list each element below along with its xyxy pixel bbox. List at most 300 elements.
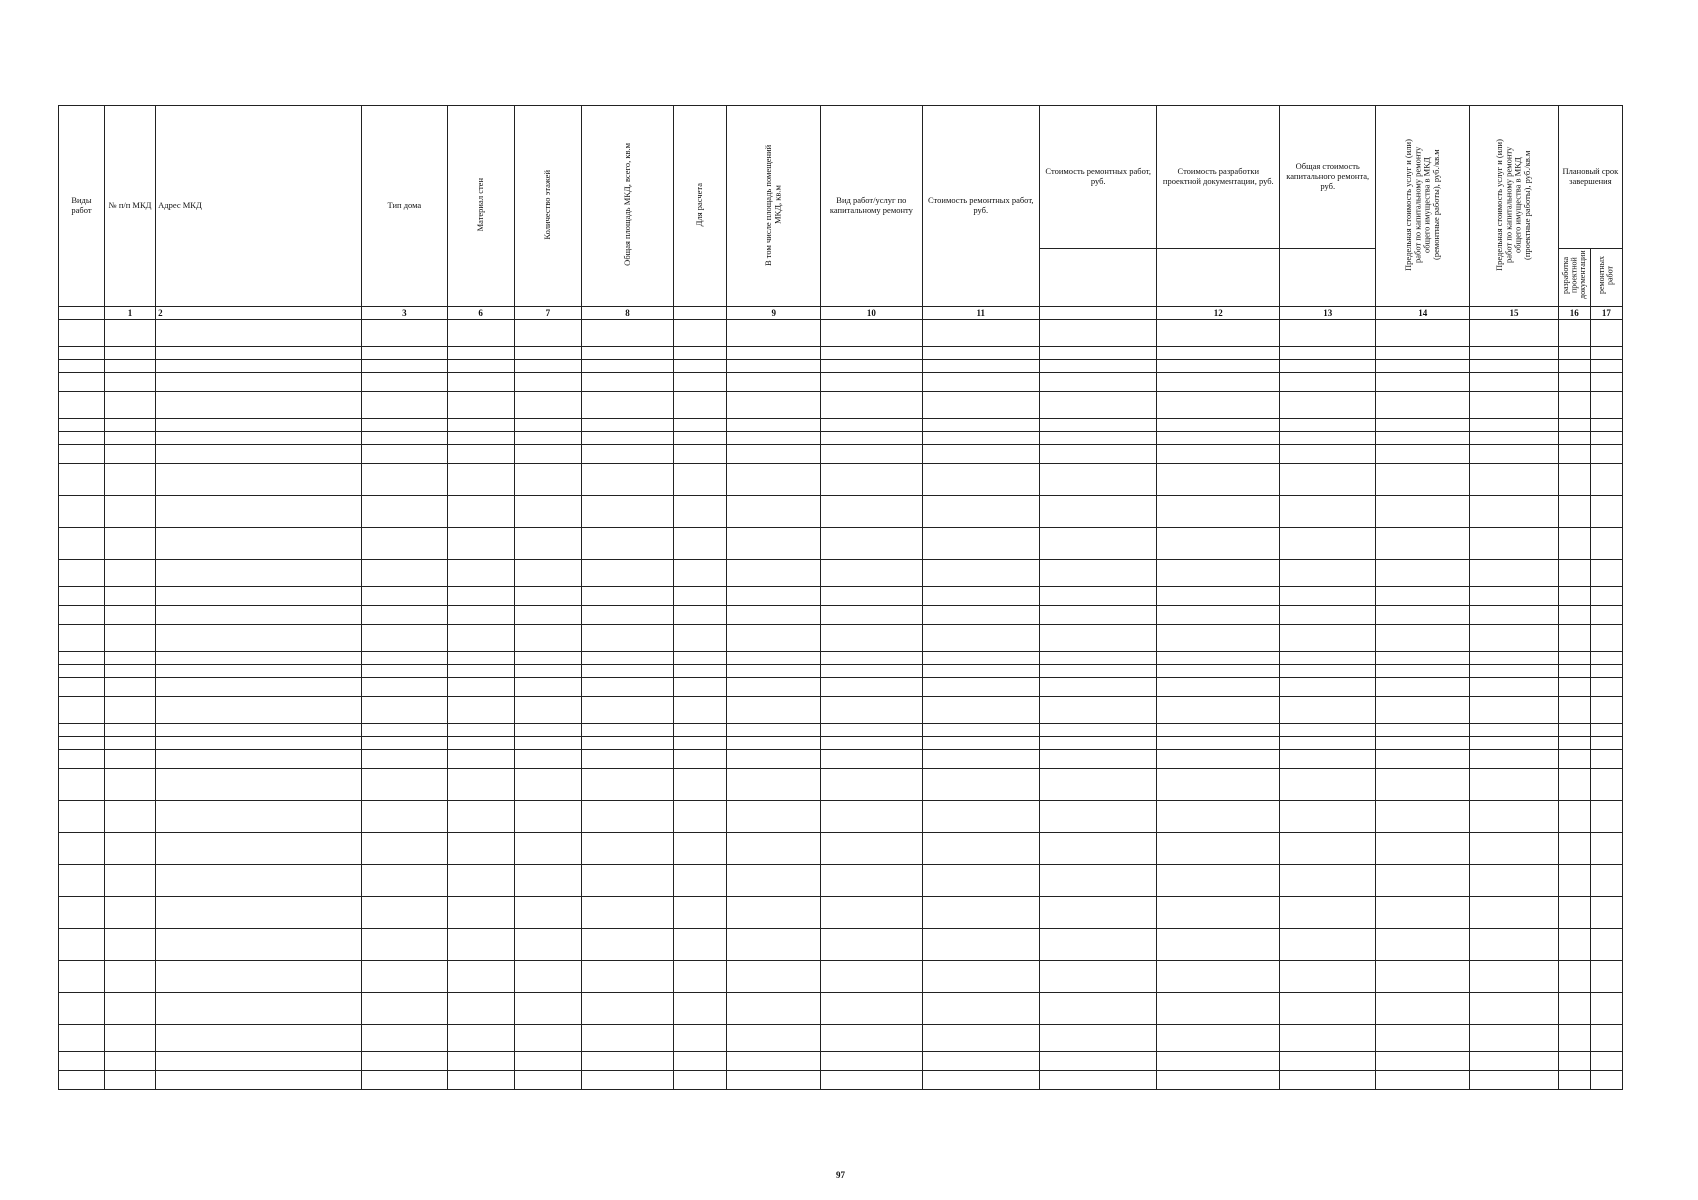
table-cell <box>1157 320 1280 347</box>
table-cell <box>1470 737 1559 750</box>
table-cell <box>1280 606 1376 625</box>
table-cell <box>1039 833 1156 865</box>
table-cell <box>59 528 105 560</box>
col-total-cost-sub <box>1280 249 1376 307</box>
table-cell <box>821 750 922 769</box>
table-cell <box>1039 360 1156 373</box>
table-cell <box>156 445 362 464</box>
table-cell <box>362 560 447 587</box>
table-cell <box>1157 678 1280 697</box>
table-cell <box>1470 769 1559 801</box>
table-cell <box>922 392 1039 419</box>
table-row <box>59 652 1623 665</box>
table-cell <box>1157 833 1280 865</box>
table-cell <box>922 833 1039 865</box>
table-cell <box>59 865 105 897</box>
table-cell <box>514 1071 581 1090</box>
table-cell <box>1039 1025 1156 1052</box>
table-cell <box>362 865 447 897</box>
table-cell <box>514 993 581 1025</box>
table-cell <box>582 801 674 833</box>
table-cell <box>1157 993 1280 1025</box>
table-cell <box>673 769 726 801</box>
table-cell <box>1470 665 1559 678</box>
table-cell <box>1470 652 1559 665</box>
table-cell <box>447 432 514 445</box>
table-cell <box>582 445 674 464</box>
table-cell <box>821 801 922 833</box>
table-cell <box>362 897 447 929</box>
table-cell <box>1470 360 1559 373</box>
table-cell <box>1558 1071 1590 1090</box>
table-cell <box>362 929 447 961</box>
table-cell <box>514 1025 581 1052</box>
col-repair-cost-total: Стоимость ремонтных работ, руб. <box>1039 106 1156 249</box>
table-cell <box>1157 865 1280 897</box>
table-cell <box>582 1052 674 1071</box>
table-cell <box>1590 801 1622 833</box>
table-cell <box>1376 360 1470 373</box>
table-cell <box>1376 769 1470 801</box>
table-cell <box>821 528 922 560</box>
table-cell <box>727 560 821 587</box>
table-cell <box>582 1071 674 1090</box>
table-cell <box>104 360 155 373</box>
table-row <box>59 993 1623 1025</box>
table-row <box>59 347 1623 360</box>
table-cell <box>156 652 362 665</box>
table-cell <box>1590 665 1622 678</box>
table-cell <box>1590 528 1622 560</box>
table-cell <box>156 606 362 625</box>
table-cell <box>1470 865 1559 897</box>
table-row <box>59 1025 1623 1052</box>
table-cell <box>156 1052 362 1071</box>
table-cell <box>447 929 514 961</box>
table-cell <box>1558 464 1590 496</box>
col-house-type: Тип дома <box>362 106 447 307</box>
table-cell <box>1558 897 1590 929</box>
table-cell <box>727 528 821 560</box>
table-cell <box>447 320 514 347</box>
table-cell <box>922 801 1039 833</box>
table-row <box>59 737 1623 750</box>
table-cell <box>59 445 105 464</box>
table-cell <box>514 769 581 801</box>
table-cell <box>1157 665 1280 678</box>
table-cell <box>821 587 922 606</box>
table-cell <box>1039 625 1156 652</box>
table-cell <box>104 961 155 993</box>
table-cell <box>821 678 922 697</box>
table-cell <box>1157 392 1280 419</box>
table-cell <box>1558 392 1590 419</box>
table-cell <box>1470 606 1559 625</box>
table-cell <box>514 360 581 373</box>
table-cell <box>514 724 581 737</box>
table-cell <box>104 1071 155 1090</box>
table-cell <box>582 464 674 496</box>
table-cell <box>362 724 447 737</box>
table-cell <box>821 606 922 625</box>
table-cell <box>514 929 581 961</box>
table-cell <box>104 606 155 625</box>
table-cell <box>1470 1052 1559 1071</box>
table-cell <box>1039 1071 1156 1090</box>
table-cell <box>1157 528 1280 560</box>
table-cell <box>156 724 362 737</box>
table-cell <box>1558 625 1590 652</box>
table-cell <box>1157 360 1280 373</box>
table-cell <box>362 833 447 865</box>
table-cell <box>514 347 581 360</box>
table-cell <box>1558 724 1590 737</box>
table-cell <box>821 769 922 801</box>
table-cell <box>727 496 821 528</box>
table-cell <box>1376 865 1470 897</box>
table-cell <box>1039 961 1156 993</box>
table-cell <box>922 865 1039 897</box>
table-cell <box>727 737 821 750</box>
table-cell <box>104 769 155 801</box>
table-cell <box>922 697 1039 724</box>
table-cell <box>1039 897 1156 929</box>
table-cell <box>447 724 514 737</box>
table-cell <box>821 724 922 737</box>
table-cell <box>1039 769 1156 801</box>
table-cell <box>156 560 362 587</box>
table-cell <box>362 1052 447 1071</box>
table-cell <box>1039 737 1156 750</box>
table-cell <box>727 419 821 432</box>
table-row <box>59 560 1623 587</box>
table-cell <box>1039 929 1156 961</box>
table-cell <box>59 360 105 373</box>
table-cell <box>821 1052 922 1071</box>
col-address: Адрес МКД <box>156 106 362 307</box>
table-cell <box>582 929 674 961</box>
table-cell <box>673 724 726 737</box>
table-cell <box>922 419 1039 432</box>
table-cell <box>1039 678 1156 697</box>
table-cell <box>821 392 922 419</box>
table-cell <box>362 419 447 432</box>
table-cell <box>821 347 922 360</box>
table-cell <box>922 347 1039 360</box>
table-cell <box>1590 625 1622 652</box>
table-cell <box>104 373 155 392</box>
table-cell <box>156 897 362 929</box>
table-cell <box>582 347 674 360</box>
table-cell <box>104 392 155 419</box>
table-cell <box>821 432 922 445</box>
table-cell <box>156 929 362 961</box>
table-cell <box>1157 750 1280 769</box>
table-cell <box>1039 320 1156 347</box>
table-cell <box>1590 769 1622 801</box>
col-design-cost-sub <box>1157 249 1280 307</box>
table-cell <box>1376 1025 1470 1052</box>
table-cell <box>104 464 155 496</box>
table-cell <box>1470 993 1559 1025</box>
table-cell <box>59 625 105 652</box>
table-cell <box>673 737 726 750</box>
table-cell <box>673 625 726 652</box>
table-cell <box>1280 929 1376 961</box>
table-cell <box>1039 373 1156 392</box>
table-cell <box>673 1052 726 1071</box>
table-cell <box>1590 697 1622 724</box>
table-row <box>59 897 1623 929</box>
table-cell <box>59 464 105 496</box>
table-cell <box>1280 625 1376 652</box>
table-cell <box>447 445 514 464</box>
table-cell <box>1376 750 1470 769</box>
table-cell <box>447 392 514 419</box>
table-row <box>59 801 1623 833</box>
table-cell <box>1280 587 1376 606</box>
table-cell <box>362 373 447 392</box>
table-cell <box>447 1052 514 1071</box>
table-cell <box>1280 1025 1376 1052</box>
table-cell <box>1280 993 1376 1025</box>
table-cell <box>1376 1052 1470 1071</box>
table-row <box>59 665 1623 678</box>
table-cell <box>727 373 821 392</box>
table-cell <box>1280 665 1376 678</box>
table-cell <box>1470 929 1559 961</box>
table-cell <box>821 320 922 347</box>
table-cell <box>1376 678 1470 697</box>
table-cell <box>1280 769 1376 801</box>
table-cell <box>1558 697 1590 724</box>
table-cell <box>1157 445 1280 464</box>
table-cell <box>727 750 821 769</box>
table-cell <box>1558 665 1590 678</box>
table-row <box>59 320 1623 347</box>
table-cell <box>156 496 362 528</box>
table-row <box>59 496 1623 528</box>
table-cell <box>1280 897 1376 929</box>
table-cell <box>582 665 674 678</box>
table-cell <box>1590 1052 1622 1071</box>
table-cell <box>1157 1071 1280 1090</box>
table-cell <box>1157 801 1280 833</box>
table-cell <box>1470 1025 1559 1052</box>
table-cell <box>1039 665 1156 678</box>
table-cell <box>922 445 1039 464</box>
table-cell <box>514 833 581 865</box>
table-cell <box>673 678 726 697</box>
table-cell <box>727 697 821 724</box>
table-cell <box>673 750 726 769</box>
table-cell <box>673 419 726 432</box>
table-cell <box>1280 373 1376 392</box>
table-cell <box>514 392 581 419</box>
table-cell <box>582 419 674 432</box>
table-cell <box>156 737 362 750</box>
table-cell <box>673 833 726 865</box>
table-cell <box>922 373 1039 392</box>
table-cell <box>156 678 362 697</box>
table-cell <box>1039 432 1156 445</box>
table-cell <box>156 865 362 897</box>
table-cell <box>59 897 105 929</box>
table-cell <box>514 373 581 392</box>
table-cell <box>922 929 1039 961</box>
table-cell <box>821 1071 922 1090</box>
table-row <box>59 833 1623 865</box>
table-cell <box>1590 587 1622 606</box>
table-cell <box>514 560 581 587</box>
table-cell <box>59 697 105 724</box>
table-cell <box>1470 897 1559 929</box>
table-cell <box>922 1025 1039 1052</box>
table-row <box>59 445 1623 464</box>
table-cell <box>1157 929 1280 961</box>
col-limit-repair: Предельная стоимость услуг и (или) работ по капитальному ремонту общего имущества в МКД (ремонтные работы), руб./кв.м <box>1376 106 1470 307</box>
table-cell <box>1039 750 1156 769</box>
table-cell <box>727 1071 821 1090</box>
table-cell <box>1157 737 1280 750</box>
table-cell <box>922 528 1039 560</box>
table-cell <box>727 464 821 496</box>
table-cell <box>514 625 581 652</box>
table-cell <box>1558 320 1590 347</box>
table-cell <box>1590 373 1622 392</box>
table-cell <box>59 1052 105 1071</box>
table-cell <box>582 625 674 652</box>
table-row <box>59 769 1623 801</box>
table-cell <box>104 665 155 678</box>
table-cell <box>447 373 514 392</box>
table-cell <box>673 801 726 833</box>
table-cell <box>447 678 514 697</box>
table-cell <box>514 320 581 347</box>
table-cell <box>59 587 105 606</box>
table-cell <box>1376 606 1470 625</box>
table-cell <box>922 724 1039 737</box>
table-cell <box>1039 587 1156 606</box>
table-cell <box>821 897 922 929</box>
table-row <box>59 865 1623 897</box>
table-cell <box>104 678 155 697</box>
table-cell <box>821 697 922 724</box>
table-cell <box>1157 652 1280 665</box>
table-cell <box>1376 652 1470 665</box>
table-cell <box>727 961 821 993</box>
table-cell <box>514 961 581 993</box>
table-cell <box>1558 737 1590 750</box>
table-cell <box>821 560 922 587</box>
table-cell <box>1280 496 1376 528</box>
table-cell <box>362 1071 447 1090</box>
table-cell <box>447 833 514 865</box>
table-cell <box>1376 961 1470 993</box>
table-cell <box>1558 445 1590 464</box>
table-cell <box>1470 320 1559 347</box>
table-cell <box>362 496 447 528</box>
table-cell <box>582 961 674 993</box>
table-cell <box>1376 1071 1470 1090</box>
table-cell <box>104 1052 155 1071</box>
table-cell <box>922 432 1039 445</box>
table-cell <box>447 360 514 373</box>
table-cell <box>1558 606 1590 625</box>
table-cell <box>1157 1025 1280 1052</box>
table-cell <box>156 801 362 833</box>
table-cell <box>1376 801 1470 833</box>
table-cell <box>922 737 1039 750</box>
table-cell <box>1590 445 1622 464</box>
table-cell <box>1157 769 1280 801</box>
table-cell <box>582 392 674 419</box>
table-cell <box>156 464 362 496</box>
table-cell <box>156 625 362 652</box>
table-cell <box>673 606 726 625</box>
table-cell <box>922 769 1039 801</box>
table-cell <box>1157 496 1280 528</box>
table-cell <box>104 801 155 833</box>
table-cell <box>514 801 581 833</box>
table-cell <box>447 528 514 560</box>
table-cell <box>1470 678 1559 697</box>
table-row <box>59 419 1623 432</box>
estimate-table-sheet <box>58 105 1623 1090</box>
table-cell <box>156 665 362 678</box>
table-cell <box>362 737 447 750</box>
table-cell <box>362 961 447 993</box>
table-cell <box>1280 347 1376 360</box>
table-cell <box>821 865 922 897</box>
table-cell <box>59 1025 105 1052</box>
table-cell <box>447 464 514 496</box>
table-cell <box>673 961 726 993</box>
table-cell <box>582 528 674 560</box>
table-cell <box>1558 652 1590 665</box>
table-cell <box>1280 1071 1376 1090</box>
table-cell <box>104 865 155 897</box>
table-cell <box>447 865 514 897</box>
table-cell <box>1280 678 1376 697</box>
table-cell <box>59 419 105 432</box>
table-cell <box>821 360 922 373</box>
table-cell <box>727 1052 821 1071</box>
table-cell <box>673 496 726 528</box>
table-cell <box>673 373 726 392</box>
table-cell <box>1039 606 1156 625</box>
table-cell <box>821 993 922 1025</box>
table-cell <box>156 320 362 347</box>
table-cell <box>922 678 1039 697</box>
table-cell <box>514 665 581 678</box>
table-cell <box>1157 373 1280 392</box>
table-cell <box>582 833 674 865</box>
table-cell <box>922 665 1039 678</box>
table-cell <box>104 750 155 769</box>
table-cell <box>1157 897 1280 929</box>
table-cell <box>362 652 447 665</box>
table-cell <box>447 737 514 750</box>
table-cell <box>1376 419 1470 432</box>
table-cell <box>59 665 105 678</box>
table-cell <box>727 392 821 419</box>
table-cell <box>1470 801 1559 833</box>
table-cell <box>59 652 105 665</box>
table-cell <box>821 445 922 464</box>
table-cell <box>1470 528 1559 560</box>
col-design-cost: Стоимость разработки проектной документации, руб. <box>1157 106 1280 249</box>
